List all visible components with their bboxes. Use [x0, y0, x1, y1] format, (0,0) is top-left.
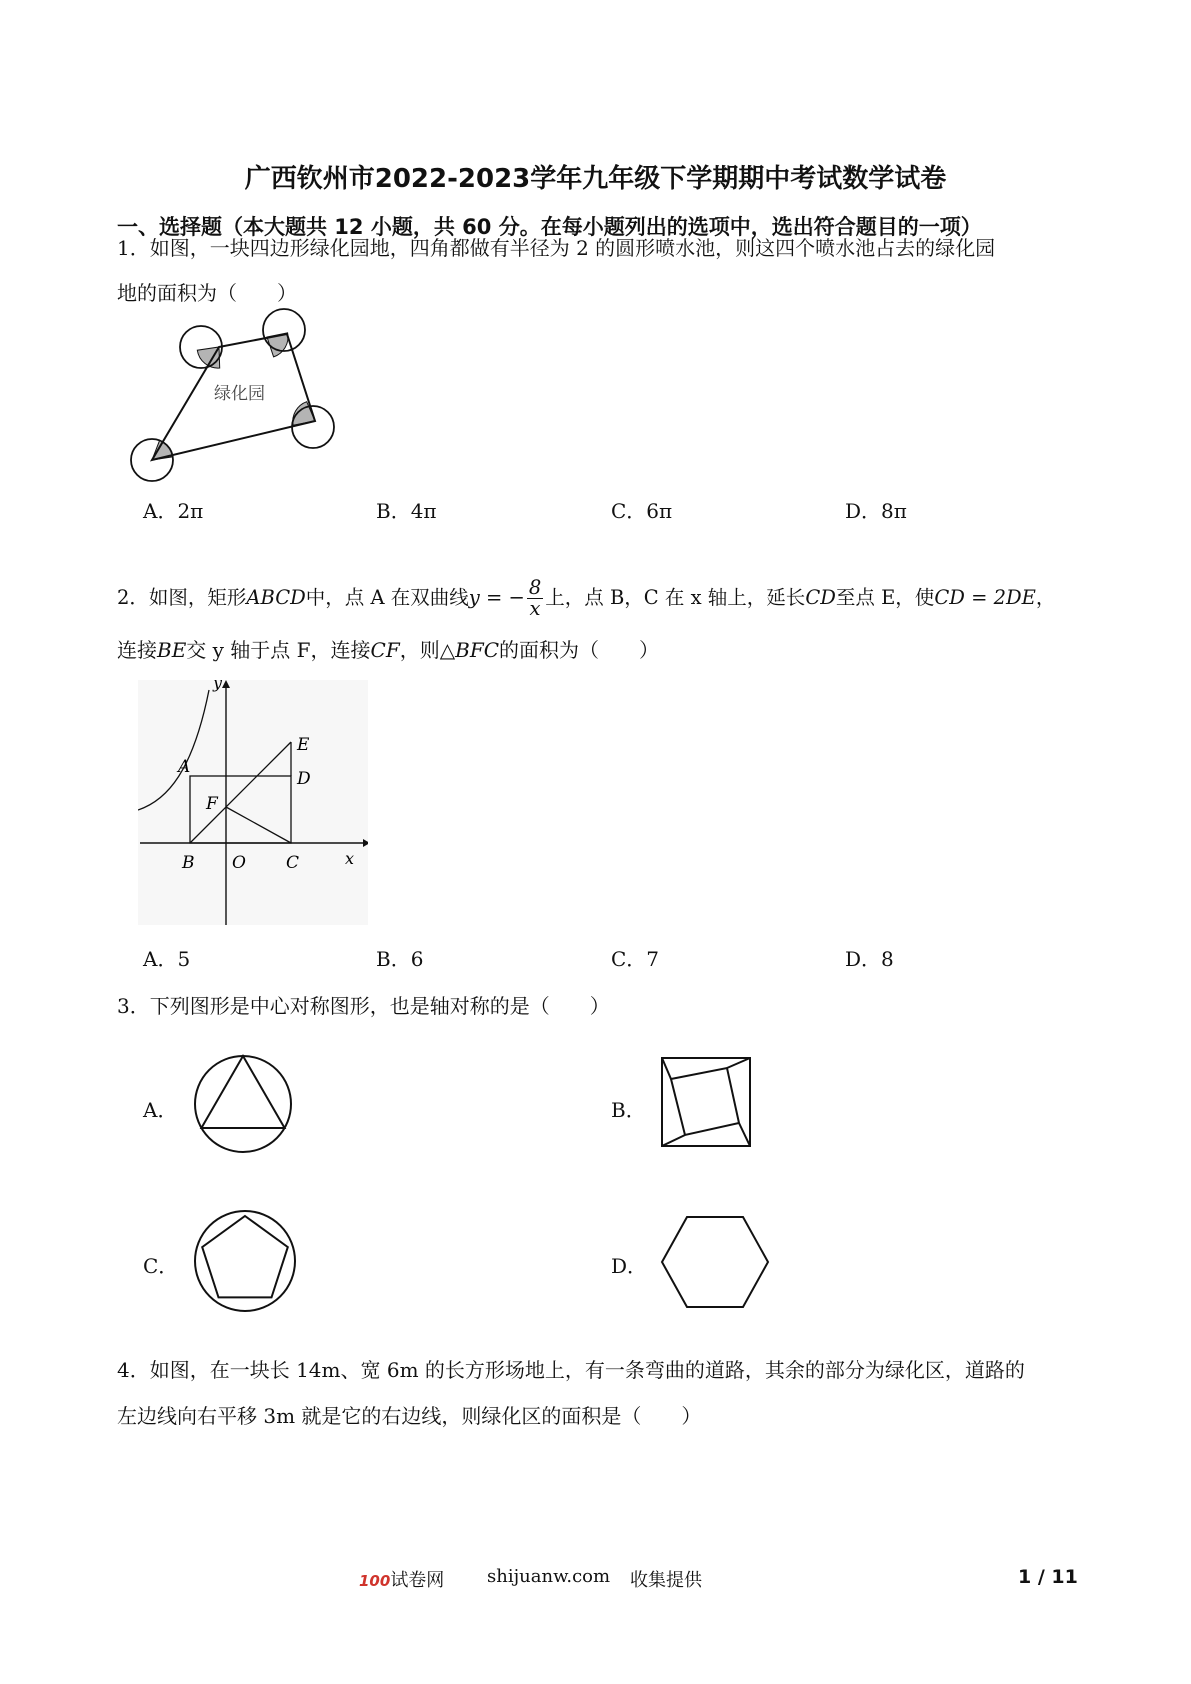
- label-e: E: [297, 735, 310, 755]
- q1-figure-label: 绿化园: [214, 384, 265, 404]
- q1-text-line1: 1．如图，一块四边形绿化园地，四角都做有半径为 2 的圆形喷水池，则这四个喷水池占去的绿化园: [117, 236, 996, 260]
- label-c: C: [286, 853, 300, 873]
- q2-triangle-bfc: BFC: [455, 638, 500, 662]
- q2-rect-name: ABCD: [246, 586, 306, 609]
- q2-text-mid3: 至点 E，使: [835, 586, 935, 609]
- q1-option-a[interactable]: A．2π: [143, 499, 204, 523]
- q2-line2-d: 的面积为（ ）: [499, 638, 660, 662]
- q2-option-c[interactable]: C．7: [611, 947, 660, 971]
- q2-coordinate-figure: [138, 680, 368, 925]
- q1-garden-figure: [128, 305, 348, 485]
- q4-text-line2: 左边线向右平移 3m 就是它的右边线，则绿化区的面积是（ ）: [117, 1404, 702, 1428]
- footer-brand: [359, 1566, 444, 1592]
- q2-segment-be: BE: [157, 638, 187, 662]
- label-y: y: [213, 680, 223, 692]
- q1-option-c[interactable]: C．6π: [611, 499, 673, 523]
- footer-site-name: 试卷网: [390, 1570, 445, 1591]
- q2-option-d[interactable]: D．8: [845, 947, 894, 971]
- q2-segment-cf: CF: [370, 638, 400, 662]
- q2-frac-den: x: [529, 597, 541, 620]
- q2-option-a[interactable]: A．5: [143, 947, 191, 971]
- q2-hyperbola-eq: y = −: [468, 586, 525, 609]
- q4-text-line1: 4．如图，在一块长 14m、宽 6m 的长方形场地上，有一条弯曲的道路，其余的部分为绿化区，道路的: [117, 1358, 1025, 1382]
- q2-frac-num: 8: [528, 576, 542, 599]
- q1-text-line2: 地的面积为（ ）: [117, 281, 297, 305]
- q2-line2-b: 交 y 轴于点 F，连接: [186, 638, 371, 662]
- q3-figure-c-circle-pentagon[interactable]: [193, 1209, 297, 1313]
- label-b: B: [182, 853, 195, 873]
- q2-equation: CD = 2DE: [934, 586, 1036, 609]
- label-f: F: [206, 794, 218, 814]
- label-a: A: [178, 757, 191, 777]
- footer-logo-icon: 100: [359, 1572, 391, 1590]
- label-x: x: [345, 849, 355, 868]
- q3-option-a[interactable]: A．: [143, 1098, 178, 1122]
- label-o: O: [232, 853, 246, 873]
- q2-segment-cd: CD: [805, 586, 836, 609]
- q2-option-b[interactable]: B．6: [376, 947, 424, 971]
- q3-option-d[interactable]: D．: [611, 1254, 648, 1278]
- q2-text-line1: [117, 578, 1055, 619]
- paper-title: 广西钦州市2022-2023学年九年级下学期期中考试数学试卷: [244, 164, 947, 194]
- q3-option-b[interactable]: B．: [611, 1098, 646, 1122]
- q2-line2-a: 连接: [117, 638, 157, 662]
- q2-text-mid2: 上，点 B，C 在 x 轴上，延长: [545, 586, 806, 609]
- q1-option-b[interactable]: B．4π: [376, 499, 437, 523]
- q2-line2-c: ，则△: [399, 638, 456, 662]
- q2-fraction: [527, 578, 543, 619]
- q2-text-line2: [117, 634, 659, 663]
- page-number: 1 / 11: [1018, 1566, 1078, 1588]
- q3-figure-d-hexagon[interactable]: [660, 1214, 770, 1310]
- q3-figure-b-pinwheel-square[interactable]: [661, 1057, 753, 1149]
- q3-option-c[interactable]: C．: [143, 1254, 179, 1278]
- footer-provided: 收集提供: [630, 1570, 702, 1591]
- q2-text-mid4: ，: [1035, 586, 1056, 609]
- footer-url[interactable]: shijuanw.com: [487, 1566, 611, 1587]
- q2-text-mid1: 中，点 A 在双曲线: [305, 586, 469, 609]
- section-heading: 一、选择题（本大题共 12 小题，共 60 分。在每小题列出的选项中，选出符合题目的一项）: [117, 215, 982, 239]
- q1-option-d[interactable]: D．8π: [845, 499, 907, 523]
- q2-text-prefix: 2．如图，矩形: [117, 586, 247, 609]
- q3-figure-a-circle-triangle[interactable]: [193, 1054, 293, 1154]
- q3-text-line1: 3．下列图形是中心对称图形，也是轴对称的是（ ）: [117, 994, 610, 1018]
- label-d: D: [297, 769, 311, 789]
